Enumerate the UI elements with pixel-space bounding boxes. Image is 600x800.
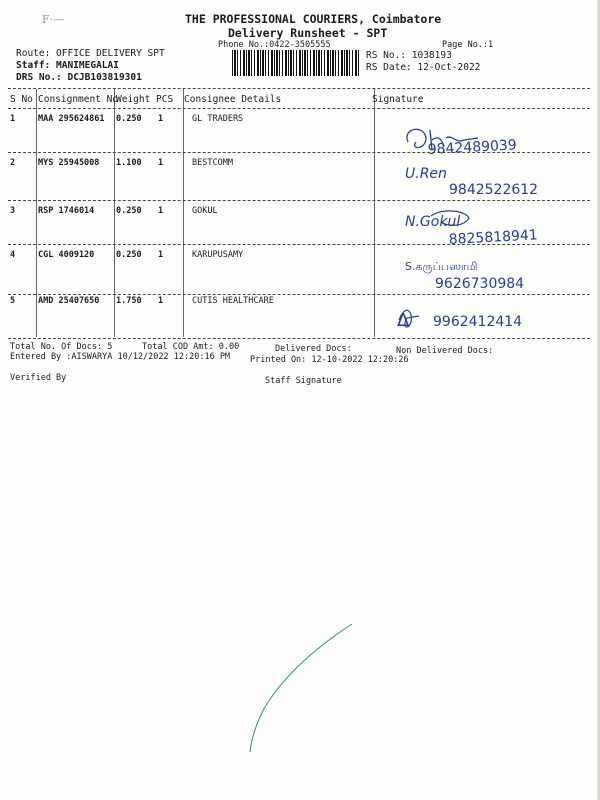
route-label: Route: OFFICE DELIVERY SPT (16, 48, 165, 59)
row-pcs: 1 (158, 114, 164, 124)
non-delivered-docs: Non Delivered Docs: (396, 346, 494, 356)
rs-date: RS Date: 12-Oct-2022 (366, 62, 481, 73)
phone-number: Phone No.:0422-3505555 (218, 40, 331, 50)
header-sno: S No (10, 94, 33, 105)
row-sno: 2 (10, 158, 16, 168)
company-name: THE PROFESSIONAL COURIERS, Coimbatore (185, 12, 442, 26)
signature-name: N.Gokul (405, 214, 461, 230)
row-consignment: CGL 4009120 (38, 250, 95, 260)
row-consignment: MYS 25945008 (38, 158, 100, 168)
staff-label: Staff: MANIMEGALAI (16, 60, 119, 71)
row-sno: 3 (10, 206, 16, 216)
total-cod: Total COD Amt: 0.00 (142, 342, 240, 352)
row-pcs: 1 (158, 296, 164, 306)
signature-phone: 9962412414 (433, 314, 523, 330)
row-pcs: 1 (158, 250, 164, 260)
staff-signature: Staff Signature (265, 376, 342, 386)
signature-name: Δ (397, 310, 410, 331)
signature-phone: 9842489039 (427, 137, 518, 158)
rs-number: RS No.: 1038193 (366, 50, 452, 61)
row-weight: 0.250 (116, 114, 142, 124)
total-docs: Total No. Of Docs: 5 (10, 342, 113, 352)
printed-on: Printed On: 12-10-2022 12:20:26 (250, 355, 409, 365)
row-weight: 0.250 (116, 250, 142, 260)
row-sno: 1 (10, 114, 16, 124)
entered-by: Entered By :AISWARYA 10/12/2022 12:20:16 PM (10, 352, 231, 362)
signature-phone: 9842522612 (449, 182, 539, 198)
row-pcs: 1 (158, 158, 164, 168)
row-weight: 0.250 (116, 206, 142, 216)
row-consignee: CUTIS HEALTHCARE (192, 296, 274, 306)
signature-name: U.Ren (405, 166, 447, 182)
signature-phone: 8825818941 (448, 227, 539, 248)
row-consignment: AMD 25407650 (38, 296, 100, 306)
corner-mark: F·— (42, 13, 65, 26)
header-consignment: Consignment No (38, 94, 119, 105)
row-sno: 5 (10, 296, 16, 306)
row-consignee: KARUPUSAMY (192, 250, 244, 260)
document-title: Delivery Runsheet - SPT (228, 26, 388, 40)
row-pcs: 1 (158, 206, 164, 216)
row-weight: 1.750 (116, 296, 142, 306)
verified-by: Verified By (10, 373, 67, 383)
header-consignee: Consignee Details (184, 94, 282, 105)
header-pcs: PCS (156, 94, 174, 105)
row-consignee: GOKUL (192, 206, 218, 216)
page-number: Page No.:1 (442, 40, 494, 50)
header-signature: Signature (372, 94, 424, 105)
row-consignee: GL TRADERS (192, 114, 244, 124)
row-consignee: BESTCOMM (192, 158, 233, 168)
signature-name: S.கருப்பஸாமி (405, 260, 478, 273)
row-consignment: MAA 295624861 (38, 114, 105, 124)
header-weight: Weight (116, 94, 151, 105)
row-sno: 4 (10, 250, 16, 260)
drs-number: DRS No.: DCJB103819301 (16, 72, 142, 83)
row-weight: 1.100 (116, 158, 142, 168)
signature-phone: 9626730984 (435, 276, 525, 292)
row-consignment: RSP 1746014 (38, 206, 95, 216)
delivered-docs: Delivered Docs: (275, 344, 352, 354)
